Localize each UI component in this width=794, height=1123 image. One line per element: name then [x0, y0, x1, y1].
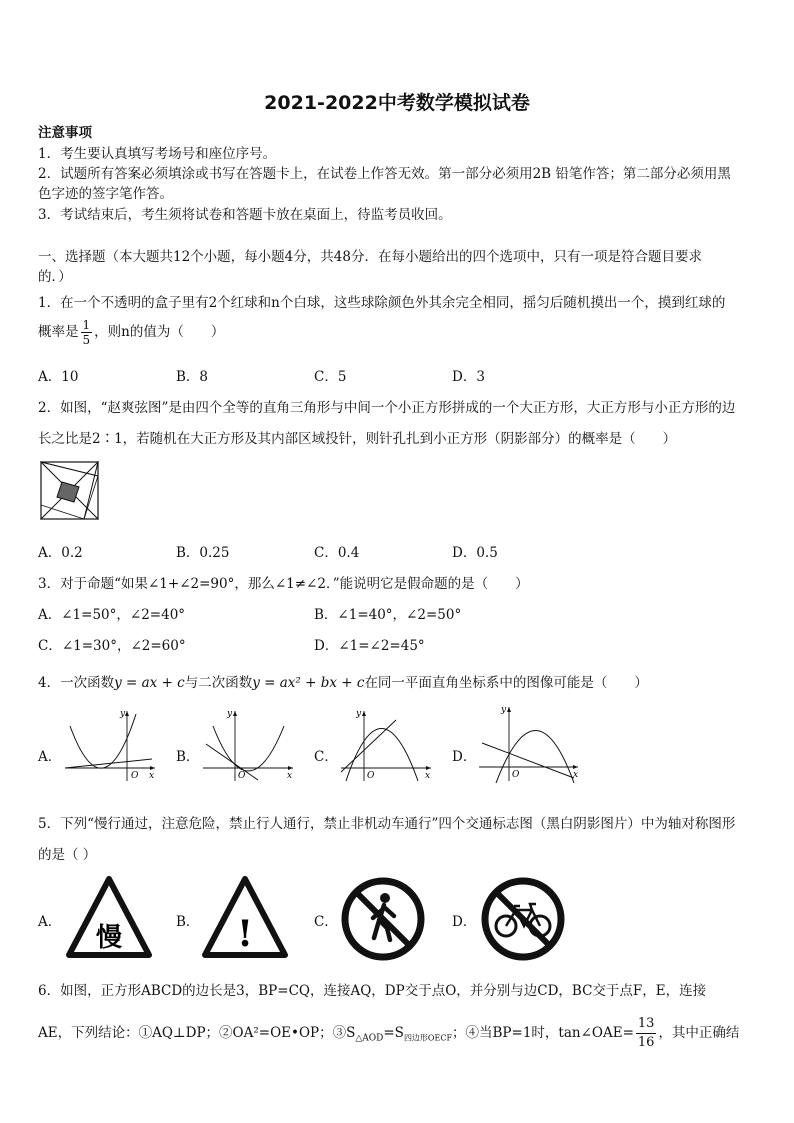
q4-prefix: 4．一次函数 [38, 675, 115, 691]
q1-option-d: D．3 [452, 369, 485, 385]
section-heading: 一、选择题（本大题共12个小题，每小题4分，共48分．在每小题给出的四个选项中，只有一项是符合题目要求 [38, 249, 702, 265]
q6-part-b: =S [383, 1025, 404, 1041]
q1-option-a: A．10 [38, 369, 79, 385]
q1-stem: 1．在一个不透明的盒子里有2个红球和n个白球，这些球除颜色外其余完全相同，摇匀后随机摸出一个，摸到红球的 [38, 295, 726, 311]
q4-graph-c [336, 706, 436, 782]
page-title: 2021-2022中考数学模拟试卷 [264, 92, 530, 114]
q3-stem: 3．对于命题“如果∠1+∠2=90°，那么∠1≠∠2．”能说明它是假命题的是（ ） [38, 576, 529, 592]
sign-a-text: 慢 [95, 923, 123, 953]
q1-stem-cont [38, 318, 224, 347]
q5-stem: 5．下列“慢行通过，注意危险，禁止行人通行，禁止非机动车通行”四个交通标志图（黑白阴影图片）中为轴对称图形 [38, 816, 736, 832]
notice-item: 3．考试结束后，考生须将试卷和答题卡放在桌面上，待监考员收回。 [38, 207, 452, 223]
q4-d-y-label: y [501, 705, 507, 715]
q4-label-b: B． [176, 749, 200, 765]
notice-item: 2．试题所有答案必须填涂或书写在答题卡上，在试卷上作答无效。第一部分必须用2B 铅笔作答；第二部分必须用黑 [38, 166, 731, 182]
slow-down-sign-icon [66, 876, 152, 958]
no-pedestrian-sign-icon [340, 876, 426, 962]
q4-graph-d [474, 703, 584, 783]
q6-part-d: ，其中正确结 [658, 1025, 740, 1041]
q1-option-b: B．8 [176, 369, 209, 385]
q4-quadratic-formula: y = ax² + bx + c [252, 675, 365, 691]
q6-part-c: ；④当BP=1时，tan∠OAE= [452, 1025, 634, 1041]
q6-frac-num: 13 [636, 1015, 657, 1034]
q4-graph-a [60, 706, 160, 782]
q5-label-c: C． [314, 914, 338, 930]
q5-label-d: D． [452, 914, 477, 930]
notice-item: 1．考生要认真填写考场号和座位序号。 [38, 146, 277, 162]
q1-option-c: C．5 [314, 369, 347, 385]
q6-stem-cont [38, 1015, 739, 1052]
q5-stem-cont: 的是（ ） [38, 847, 97, 863]
q4-d-x-label: x [573, 770, 579, 780]
q5-label-b: B． [176, 914, 200, 930]
notice-item: 色字迹的签字笔作答。 [38, 186, 173, 202]
q6-fraction [636, 1015, 657, 1052]
q4-stem [38, 671, 648, 691]
zhao-shuang-figure [40, 461, 100, 521]
q4-label-c: C． [314, 749, 338, 765]
q1-frac-num: 1 [82, 318, 91, 332]
q2-stem: 2．如图，“赵爽弦图”是由四个全等的直角三角形与中间一个小正方形拼成的一个大正方形，大正方形与小正方形的边 [38, 400, 736, 416]
q6-sub-aod: △AOD [355, 1033, 384, 1044]
q4-a-x-label: x [149, 771, 155, 781]
q2-stem-cont: 长之比是2∶1，若随机在大正方形及其内部区域投针，则针孔扎到小正方形（阴影部分）的概率是（ ） [38, 431, 677, 447]
q4-suffix: 在同一平面直角坐标系中的图像可能是（ ） [364, 675, 648, 691]
q4-b-x-label: x [287, 771, 293, 781]
q4-b-origin-label: O [238, 771, 246, 781]
q6-frac-den: 16 [637, 1035, 655, 1050]
q3-option-d: D．∠1=∠2=45° [314, 638, 425, 654]
q4-mid: 与二次函数 [184, 675, 253, 691]
q5-label-a: A． [38, 914, 62, 930]
no-bicycle-sign-icon [480, 876, 566, 962]
q4-linear-formula: y = ax + c [114, 675, 185, 691]
q4-c-x-label: x [425, 771, 431, 781]
q4-label-d: D． [452, 749, 477, 765]
q3-option-c: C．∠1=30°，∠2=60° [38, 638, 186, 654]
q1-suffix: ，则n的值为（ ） [94, 324, 225, 340]
q4-a-y-label: y [120, 709, 126, 719]
q2-option-a: A．0.2 [38, 545, 83, 561]
danger-warning-sign-icon [202, 876, 288, 958]
section-heading-cont: 的．） [38, 269, 72, 285]
q4-c-origin-label: O [367, 771, 375, 781]
q4-graph-b [198, 706, 298, 782]
q4-a-origin-label: O [131, 771, 139, 781]
notice-heading: 注意事项 [38, 125, 92, 141]
q1-frac-den: 5 [82, 333, 91, 347]
q4-c-y-label: y [356, 709, 362, 719]
q6-stem: 6．如图，正方形ABCD的边长是3，BP=CQ，连接AQ，DP交于点O，并分别与边CD，BC交于点F，E，连接 [38, 983, 707, 999]
q3-option-b: B．∠1=40°，∠2=50° [314, 607, 462, 623]
q4-label-a: A． [38, 749, 62, 765]
q2-option-b: B．0.25 [176, 545, 230, 561]
q2-option-c: C．0.4 [314, 545, 360, 561]
q6-sub-oecf: 四边形OECF [403, 1033, 453, 1043]
q2-option-d: D．0.5 [452, 545, 498, 561]
q1-prefix: 概率是 [38, 324, 79, 340]
q4-d-origin-label: O [512, 770, 520, 780]
sign-b-text: ! [237, 913, 253, 955]
q1-fraction [81, 318, 93, 347]
q3-option-a: A．∠1=50°，∠2=40° [38, 607, 186, 623]
q4-b-y-label: y [227, 709, 233, 719]
q6-part-a: AE，下列结论：①AQ⊥DP；②OA²=OE•OP；③S [38, 1025, 356, 1041]
